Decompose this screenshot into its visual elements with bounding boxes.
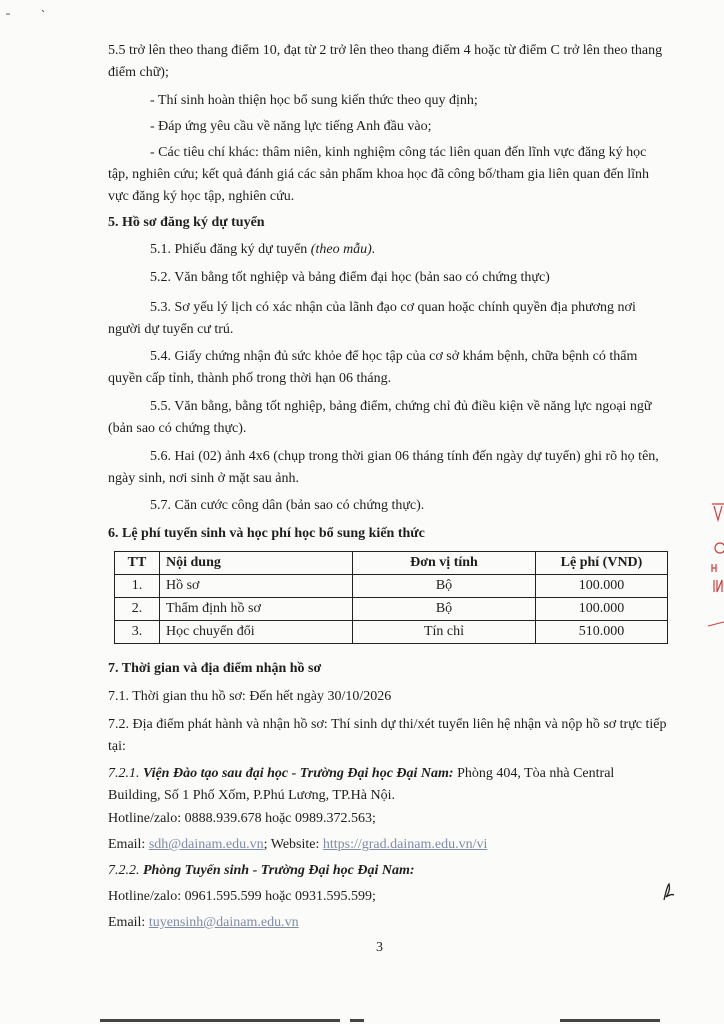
email-link[interactable]: tuyensinh@dainam.edu.vn [148,915,299,930]
section-5-item: 5.6. Hai (02) ảnh 4x6 (chụp trong thời gian 06 tháng tính đến ngày dự tuyển) ghi rõ họ tên, ngày sinh, nơi sinh ở mặt sau ảnh. [108,449,659,486]
section-5-heading: 5. Hồ sơ đăng ký dự tuyển [108,215,265,230]
cell-don-vi: Bộ [353,575,536,598]
scan-edge-line [100,1019,660,1022]
institute-1-address: Phòng 404, Tòa nhà Central Building, Số 1 Phố Xốm, P.Phú Lương, TP.Hà Nội. [108,766,615,803]
website-link[interactable]: https://grad.dainam.edu.vn/vi [322,837,488,852]
section-5-item: 5.7. Căn cước công dân (bản sao có chứng thực). [150,498,425,513]
cell-le-phi: 510.000 [536,621,668,644]
section-5-item: 5.5. Văn bằng, bằng tốt nghiệp, bảng điểm, chứng chỉ đủ điều kiện về năng lực ngoại ngữ (bản sao có chứng thực). [108,399,652,436]
criteria-bullet: - Các tiêu chí khác: thâm niên, kinh nghiệm công tác liên quan đến lĩnh vực đăng ký học tập, nghiên cứu; kết quả đánh giá các sản phẩm khoa học đã công bố/tham gia liên quan đến lĩnh vực đăng ký học tập, nghiên cứu. [108,145,649,204]
table-row [115,621,668,644]
institute-1 [108,763,668,807]
email-link[interactable]: sdh@dainam.edu.vn [148,837,264,852]
section-5-item: 5.4. Giấy chứng nhận đủ sức khỏe để học tập của cơ sở khám bệnh, chữa bệnh có thẩm quyền cấp tỉnh, thành phố trong thời hạn 06 tháng. [108,349,638,386]
pen-mark-icon [661,882,677,902]
cell-noi-dung: Thẩm định hồ sơ [160,598,353,621]
cell-tt: 1. [115,575,160,598]
cell-tt: 3. [115,621,160,644]
header-tt: TT [115,552,160,575]
header-don-vi: Đơn vị tính [353,552,536,575]
red-stamp-edge [704,500,724,640]
email-label: Email: [108,837,149,852]
institute-2 [108,860,668,882]
section-5-item: 5.2. Văn bằng tốt nghiệp và bảng điểm đại học (bản sao có chứng thực) [150,270,550,285]
table-row [115,598,668,621]
section-5-item: 5.3. Sơ yếu lý lịch có xác nhận của lãnh đạo cơ quan hoặc chính quyền địa phương nơi người dự tuyển cư trú. [108,300,636,337]
criteria-bullet: - Đáp ứng yêu cầu về năng lực tiếng Anh đầu vào; [150,119,432,134]
submission-time: 7.1. Thời gian thu hồ sơ: Đến hết ngày 30/10/2026 [108,689,392,704]
criteria-bullet: - Thí sinh hoàn thiện học bổ sung kiến thức theo quy định; [150,93,478,108]
institute-1-hotline: Hotline/zalo: 0888.939.678 hoặc 0989.372.563; [108,811,376,826]
section-5-item [108,239,668,261]
institute-1-contact [108,834,668,856]
item-text: 5.1. Phiếu đăng ký dự tuyển [150,242,311,257]
section-6-heading: 6. Lệ phí tuyển sinh và học phí học bổ sung kiến thức [108,526,425,541]
scan-mark [6,8,46,20]
page-number: 3 [376,940,383,955]
institute-2-contact [108,912,668,934]
submission-place: 7.2. Địa điểm phát hành và nhận hồ sơ: Thí sinh dự thi/xét tuyển liên hệ nhận và nộp hồ sơ trực tiếp tại: [108,717,667,754]
table-row [115,575,668,598]
cell-noi-dung: Học chuyển đổi [160,621,353,644]
cell-le-phi: 100.000 [536,575,668,598]
institute-1-number: 7.2.1. [108,766,143,781]
cell-noi-dung: Hồ sơ [160,575,353,598]
header-noi-dung: Nội dung [160,552,353,575]
institute-1-name: Viện Đào tạo sau đại học - Trường Đại học Đại Nam: [143,766,454,781]
cell-don-vi: Tín chỉ [353,621,536,644]
email-label: Email: [108,915,149,930]
institute-2-number: 7.2.2. [108,863,143,878]
institute-2-name: Phòng Tuyển sinh - Trường Đại học Đại Nam: [143,863,415,878]
table-header-row [115,552,668,575]
cell-le-phi: 100.000 [536,598,668,621]
website-label: ; Website: [263,837,323,852]
cell-tt: 2. [115,598,160,621]
cell-don-vi: Bộ [353,598,536,621]
institute-2-hotline: Hotline/zalo: 0961.595.599 hoặc 0931.595.599; [108,889,376,904]
section-7-heading: 7. Thời gian và địa điểm nhận hồ sơ [108,661,322,676]
header-le-phi: Lệ phí (VND) [536,552,668,575]
fee-table [114,551,668,644]
criteria-continuation: 5.5 trở lên theo thang điểm 10, đạt từ 2 trở lên theo thang điểm 4 hoặc từ điểm C trở lên theo thang điểm chữ); [108,43,663,80]
item-note: (theo mẫu). [310,242,376,257]
